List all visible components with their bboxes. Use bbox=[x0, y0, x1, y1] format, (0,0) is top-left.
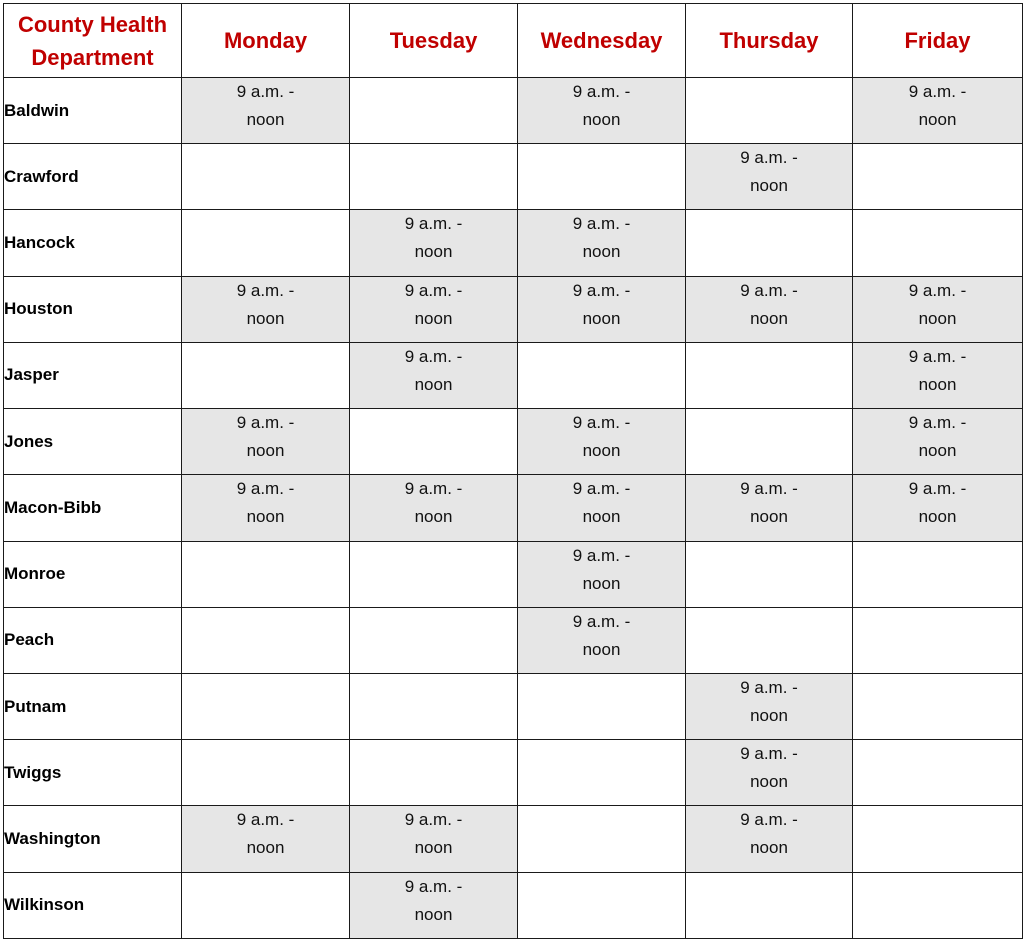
schedule-cell-friday: 9 a.m. - noon bbox=[853, 276, 1023, 342]
table-row bbox=[4, 210, 1023, 276]
schedule-cell-thursday: 9 a.m. - noon bbox=[686, 673, 853, 739]
county-name: Jasper bbox=[4, 342, 182, 408]
table-row bbox=[4, 78, 1023, 144]
schedule-cell-wednesday: 9 a.m. - noon bbox=[518, 276, 686, 342]
table-row bbox=[4, 740, 1023, 806]
schedule-cell-wednesday: 9 a.m. - noon bbox=[518, 475, 686, 541]
schedule-cell-thursday bbox=[686, 872, 853, 938]
schedule-cell-tuesday bbox=[350, 78, 518, 144]
day-header-thursday: Thursday bbox=[686, 4, 853, 78]
schedule-cell-tuesday bbox=[350, 541, 518, 607]
schedule-cell-friday: 9 a.m. - noon bbox=[853, 342, 1023, 408]
county-name: Monroe bbox=[4, 541, 182, 607]
day-header-monday: Monday bbox=[182, 4, 350, 78]
schedule-cell-friday bbox=[853, 806, 1023, 872]
schedule-cell-monday: 9 a.m. - noon bbox=[182, 276, 350, 342]
county-name: Peach bbox=[4, 607, 182, 673]
schedule-cell-thursday: 9 a.m. - noon bbox=[686, 475, 853, 541]
schedule-cell-thursday bbox=[686, 342, 853, 408]
county-health-department-header: County Health Department bbox=[4, 4, 182, 78]
schedule-cell-monday: 9 a.m. - noon bbox=[182, 78, 350, 144]
schedule-table bbox=[3, 3, 1023, 939]
schedule-cell-friday bbox=[853, 607, 1023, 673]
schedule-cell-thursday: 9 a.m. - noon bbox=[686, 144, 853, 210]
county-name: Baldwin bbox=[4, 78, 182, 144]
schedule-cell-monday bbox=[182, 607, 350, 673]
schedule-cell-tuesday: 9 a.m. - noon bbox=[350, 872, 518, 938]
schedule-cell-wednesday bbox=[518, 872, 686, 938]
schedule-cell-monday bbox=[182, 210, 350, 276]
schedule-cell-monday: 9 a.m. - noon bbox=[182, 475, 350, 541]
schedule-cell-friday: 9 a.m. - noon bbox=[853, 409, 1023, 475]
table-row bbox=[4, 276, 1023, 342]
schedule-cell-wednesday bbox=[518, 342, 686, 408]
schedule-cell-friday bbox=[853, 144, 1023, 210]
schedule-cell-wednesday: 9 a.m. - noon bbox=[518, 409, 686, 475]
schedule-cell-tuesday bbox=[350, 607, 518, 673]
county-name: Twiggs bbox=[4, 740, 182, 806]
schedule-cell-wednesday: 9 a.m. - noon bbox=[518, 607, 686, 673]
schedule-cell-wednesday bbox=[518, 740, 686, 806]
schedule-cell-friday bbox=[853, 541, 1023, 607]
schedule-cell-wednesday bbox=[518, 144, 686, 210]
schedule-cell-monday bbox=[182, 673, 350, 739]
schedule-cell-thursday: 9 a.m. - noon bbox=[686, 740, 853, 806]
schedule-cell-friday bbox=[853, 872, 1023, 938]
schedule-cell-monday bbox=[182, 872, 350, 938]
schedule-cell-monday: 9 a.m. - noon bbox=[182, 409, 350, 475]
county-name: Crawford bbox=[4, 144, 182, 210]
schedule-cell-friday: 9 a.m. - noon bbox=[853, 78, 1023, 144]
county-name: Macon-Bibb bbox=[4, 475, 182, 541]
schedule-body bbox=[4, 78, 1023, 939]
schedule-cell-wednesday: 9 a.m. - noon bbox=[518, 210, 686, 276]
table-row bbox=[4, 806, 1023, 872]
schedule-cell-thursday: 9 a.m. - noon bbox=[686, 276, 853, 342]
table-row bbox=[4, 872, 1023, 938]
schedule-cell-wednesday: 9 a.m. - noon bbox=[518, 78, 686, 144]
schedule-cell-monday bbox=[182, 342, 350, 408]
schedule-cell-tuesday bbox=[350, 144, 518, 210]
table-row bbox=[4, 342, 1023, 408]
schedule-cell-thursday bbox=[686, 78, 853, 144]
schedule-cell-thursday bbox=[686, 409, 853, 475]
schedule-cell-tuesday bbox=[350, 740, 518, 806]
schedule-cell-tuesday: 9 a.m. - noon bbox=[350, 475, 518, 541]
county-name: Washington bbox=[4, 806, 182, 872]
table-row bbox=[4, 144, 1023, 210]
table-row bbox=[4, 673, 1023, 739]
county-name: Houston bbox=[4, 276, 182, 342]
schedule-cell-wednesday bbox=[518, 673, 686, 739]
day-header-wednesday: Wednesday bbox=[518, 4, 686, 78]
schedule-cell-monday bbox=[182, 740, 350, 806]
schedule-cell-tuesday: 9 a.m. - noon bbox=[350, 806, 518, 872]
county-name: Wilkinson bbox=[4, 872, 182, 938]
county-name: Hancock bbox=[4, 210, 182, 276]
county-name: Putnam bbox=[4, 673, 182, 739]
schedule-cell-monday bbox=[182, 144, 350, 210]
table-row bbox=[4, 541, 1023, 607]
schedule-cell-friday bbox=[853, 673, 1023, 739]
schedule-cell-friday bbox=[853, 740, 1023, 806]
schedule-cell-monday bbox=[182, 541, 350, 607]
schedule-cell-tuesday bbox=[350, 673, 518, 739]
schedule-cell-wednesday bbox=[518, 806, 686, 872]
schedule-cell-tuesday bbox=[350, 409, 518, 475]
county-name: Jones bbox=[4, 409, 182, 475]
schedule-cell-monday: 9 a.m. - noon bbox=[182, 806, 350, 872]
schedule-cell-thursday bbox=[686, 607, 853, 673]
schedule-cell-tuesday: 9 a.m. - noon bbox=[350, 342, 518, 408]
schedule-cell-wednesday: 9 a.m. - noon bbox=[518, 541, 686, 607]
schedule-cell-tuesday: 9 a.m. - noon bbox=[350, 210, 518, 276]
table-row bbox=[4, 475, 1023, 541]
schedule-cell-thursday: 9 a.m. - noon bbox=[686, 806, 853, 872]
schedule-cell-thursday bbox=[686, 541, 853, 607]
day-header-tuesday: Tuesday bbox=[350, 4, 518, 78]
schedule-cell-tuesday: 9 a.m. - noon bbox=[350, 276, 518, 342]
schedule-cell-thursday bbox=[686, 210, 853, 276]
day-header-friday: Friday bbox=[853, 4, 1023, 78]
header-row bbox=[4, 4, 1023, 78]
schedule-cell-friday bbox=[853, 210, 1023, 276]
schedule-cell-friday: 9 a.m. - noon bbox=[853, 475, 1023, 541]
table-row bbox=[4, 607, 1023, 673]
table-row bbox=[4, 409, 1023, 475]
